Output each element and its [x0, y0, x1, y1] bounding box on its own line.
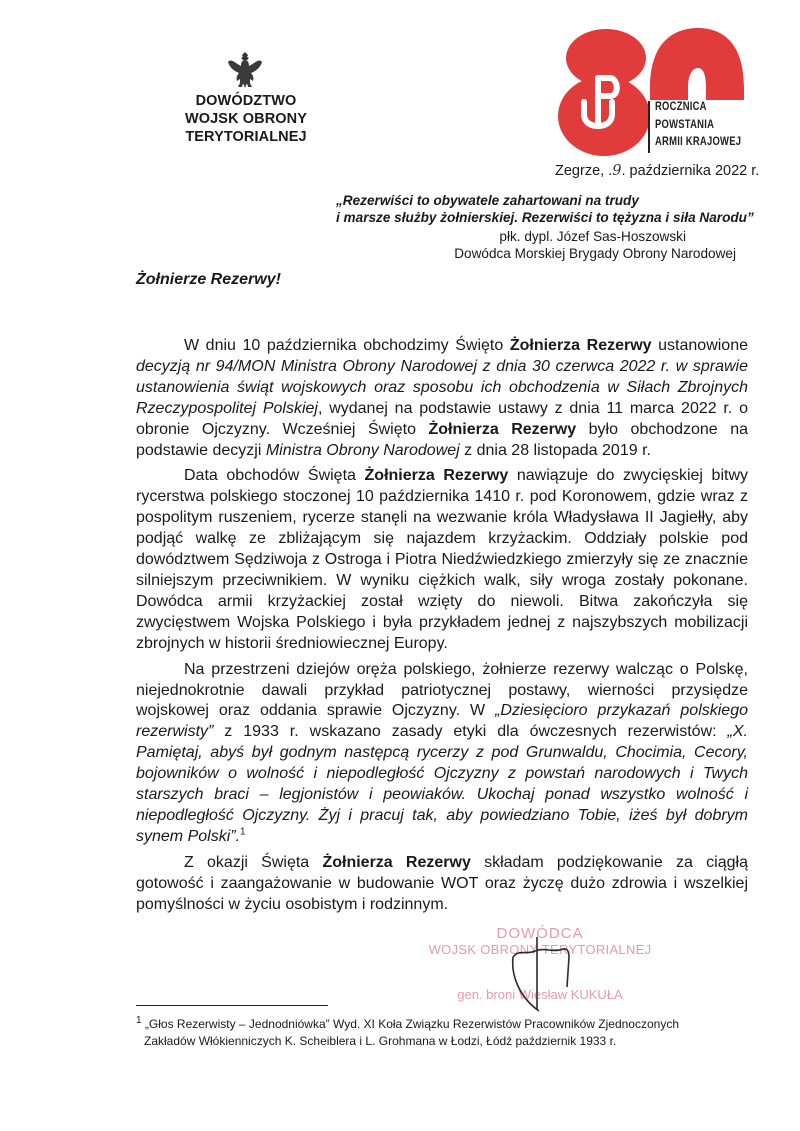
org-line1: DOWÓDZTWO	[195, 93, 297, 109]
footnote	[136, 1016, 776, 1050]
polish-eagle-icon	[226, 50, 264, 92]
motto-author	[336, 228, 736, 262]
motto-author-name: płk. dypl. Józef Sas-Hoszowski	[499, 229, 686, 244]
date-day-handwritten: 9	[612, 163, 622, 179]
paragraph-2: Data obchodów Święta Żołnierza Rezerwy nawiązuje do zwycięskiej bitwy rycerstwa polskiego stoczonej 10 października 1410 r. pod Koronowem, gdzie wraz z pospolitym ruszeniem, rycerze stanęli na wezwanie króla Władysława II Jagiełły, aby podjąć walkę ze zbliżającym się najazdem krzyżackim. Oddziały polskie pod dowództwem Sędziwoja z Ostroga i Piotra Niedźwiedzkiego zmierzyły się ze znacznie silniejszym przeciwnikiem. W wyniku ciężkich walk, siły wroga zostały pokonane. Dowódca armii krzyżackiej został wzięty do niewoli. Bitwa zakończyła się zwycięstwem Wojska Polskiego i była przykładem jednej z najszybszych mobilizacji zbrojnych w historii średniowiecznej Europy.	[136, 467, 749, 652]
salutation: Żołnierze Rezerwy!	[136, 271, 281, 288]
paragraph-1: W dniu 10 października obchodzimy Święto Żołnierza Rezerwy ustanowione decyzją nr 94/MON Ministra Obrony Narodowej z dnia 30 czerwca 2022 r. w sprawie ustanowienia świąt wojskowych oraz sposobu ich obchodzenia w Siłach Zbrojnych Rzeczypospolitej Polskiej, wydanej na podstawie ustawy z dnia 11 marca 2022 r. o obronie Ojczyzny. Wcześniej Święto Żołnierza Rezerwy było obchodzone na podstawie decyzji Ministra Obrony Narodowej z dnia 28 listopada 2019 r.	[136, 337, 749, 459]
logo-caption: ROCZNICA POWSTANIA ARMII KRAJOWEJ	[655, 101, 742, 148]
handwritten-signature	[505, 935, 575, 1015]
paragraph-3: Na przestrzeni dziejów oręża polskiego, żołnierze rezerwy walcząc o Polskę, niejednokrotnie dawali przykład patriotycznej postawy, wierności przysiędze wojskowej oraz oddania sprawie Ojczyzny. W „Dziesięcioro przykazań polskiego rezerwisty” z 1933 r. wskazano zasady etyki dla ówczesnych rezerwistów: „X. Pamiętaj, abyś był godnym następcą rycerzy z pod Grunwaldu, Chocimia, Cecory, bojowników o wolność i niepodległość Ojczyzny z powstań narodowych i Twych starszych braci – legjonistów i peowiaków. Ukochaj ponad wszystko wolność i niepodległość Ojczyzny. Żyj i pracuj tak, aby powiedziano Tobie, iżeś był dobrym synem Polski”.$^1$	[136, 660, 748, 845]
stamp-unit: WOJSK OBRONY TERYTORIALNEJ	[428, 942, 652, 957]
date-place: Zegrze, .	[555, 163, 613, 179]
footnote-marker: 1	[136, 1015, 142, 1026]
footnote-separator	[136, 1005, 328, 1006]
letter-date	[555, 163, 759, 179]
footnote-reference[interactable]: 1	[240, 826, 246, 838]
footnote-line1: $^1$ „Głos Rezerwisty – Jednodniówka” Wyd. XI Koła Związku Rezerwistów Pracowników Zjednoczonych	[136, 1015, 679, 1031]
motto-author-role: Dowódca Morskiej Brygady Obrony Narodowej	[454, 246, 736, 261]
stamp-title: DOWÓDCA	[496, 925, 584, 942]
letter-body	[136, 336, 748, 920]
date-rest: . października 2022 r.	[621, 163, 760, 179]
motto-quote: „Rezerwiści to obywatele zahartowani na trudy i marsze służby żołnierskiej. Rezerwiści to tężyzna i siła Narodu”	[336, 193, 754, 225]
paragraph-4: Z okazji Święta Żołnierza Rezerwy składam podziękowanie za ciągłą gotowość i zaangażowanie w budowanie WOT oraz życzę dużo zdrowia i wszelkiej pomyślności w życiu osobistym i rodzinnym.	[136, 853, 748, 913]
logo-divider	[648, 101, 650, 153]
footnote-line2: Zakładów Włókienniczych K. Scheiblera i L. Grohmana w Łodzi, Łódź październik 1933 r.	[144, 1034, 617, 1048]
stamp-name: gen. broni Wiesław KUKUŁA	[457, 987, 623, 1002]
org-line2: WOJSK OBRONY TERYTORIALNEJ	[184, 111, 308, 145]
organization-name	[130, 92, 362, 146]
